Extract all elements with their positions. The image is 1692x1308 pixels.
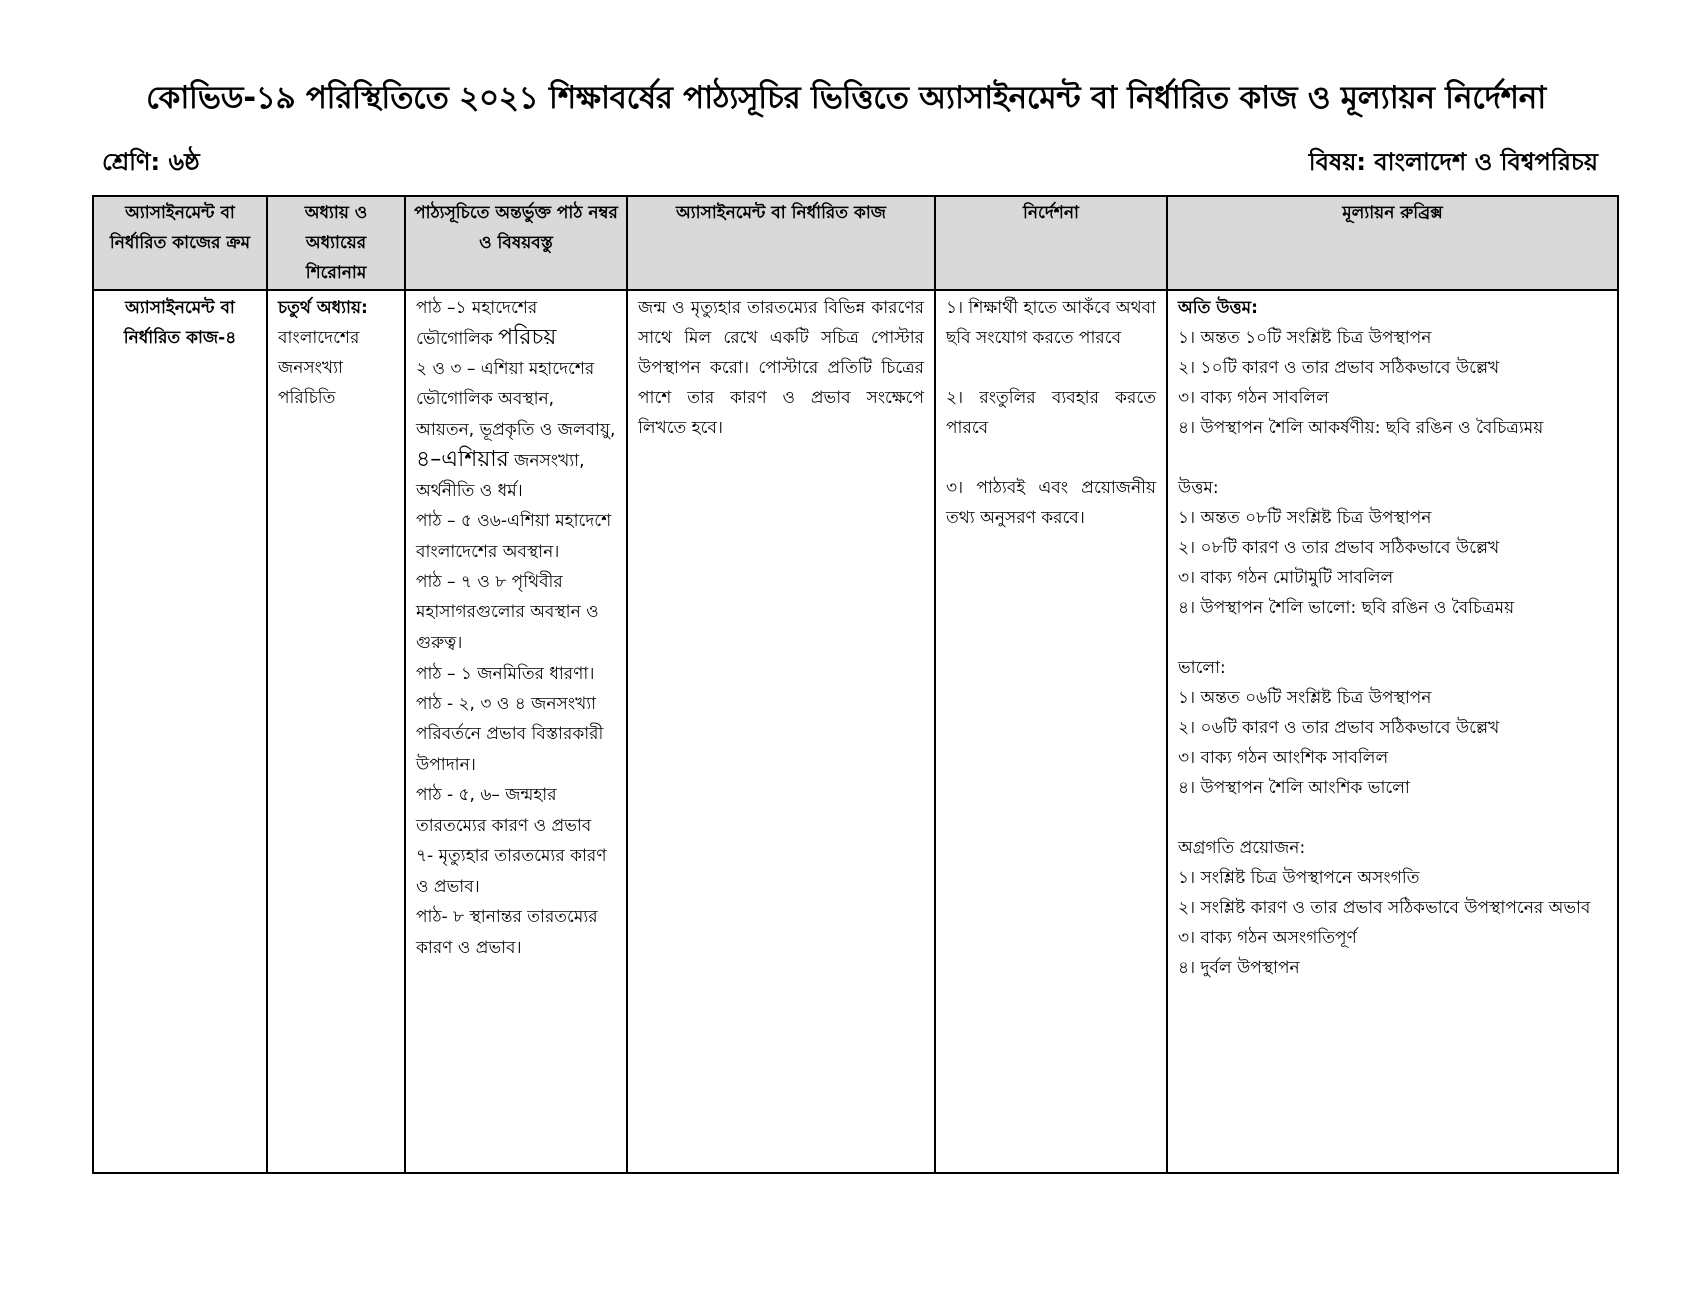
rubric-item: ২। ০৬টি কারণ ও তার প্রভাব সঠিকভাবে উল্লেখ — [1178, 718, 1500, 738]
lesson-item: ৭- মৃত্যুহার তারতম্যের কারণ ও প্রভাব। — [416, 846, 607, 897]
rubric-item: ২। সংশ্লিষ্ট কারণ ও তার প্রভাব সঠিকভাবে উপস্থাপনের অভাব — [1178, 898, 1591, 918]
rubric-item: ২। ১০টি কারণ ও তার প্রভাব সঠিকভাবে উল্লেখ — [1178, 358, 1500, 378]
lessons-cell — [405, 290, 627, 1173]
assignment-table — [92, 195, 1619, 1174]
lesson-item: পাঠ –১ মহাদেশের ভৌগোলিক পরিচয় — [416, 298, 557, 350]
lesson-item: পাঠ - ৫, ৬– জন্মহার তারতম্যের কারণ ও প্রভাব — [416, 785, 592, 836]
rubric-item: ১। অন্তত ১০টি সংশ্লিষ্ট চিত্র উপস্থাপন — [1178, 328, 1432, 348]
task-cell: জন্ম ও মৃত্যুহার তারতম্যের বিভিন্ন কারণের সাথে মিল রেখে একটি সচিত্র পোস্টার উপস্থাপন করো। পোস্টারে প্রতিটি চিত্রের পাশে তার কারণ ও প্রভাব সংক্ষেপে লিখতে হবে। — [627, 290, 935, 1173]
table-row — [93, 290, 1618, 1173]
chapter-title: বাংলাদেশের জনসংখ্যা পরিচিতি — [278, 328, 360, 408]
lesson-item: ৪–এশিয়ার জনসংখ্যা, অর্থনীতি ও ধর্ম। — [416, 447, 585, 501]
rubric-level-good: ভালো: — [1178, 658, 1226, 678]
rubric-item: ৪। উপস্থাপন শৈলি আংশিক ভালো — [1178, 778, 1410, 798]
instruction-item: ২। রংতুলির ব্যবহার করতে পারবে — [946, 388, 1156, 438]
assignment-number-cell: অ্যাসাইনমেন্ট বা নির্ধারিত কাজ-৪ — [93, 290, 267, 1173]
lesson-item: পাঠ- ৮ স্থানান্তর তারতম্যের কারণ ও প্রভাব। — [416, 907, 598, 958]
instruction-item: ১। শিক্ষার্থী হাতে আকঁবে অথবা ছবি সংযোগ করতে পারবে — [946, 298, 1156, 348]
rubric-item: ১। অন্তত ০৮টি সংশ্লিষ্ট চিত্র উপস্থাপন — [1178, 508, 1432, 528]
rubric-level-needs-improvement: অগ্রগতি প্রয়োজন: — [1178, 838, 1306, 858]
class-label: শ্রেণি: ৬ষ্ঠ — [102, 148, 200, 176]
header-instructions: নির্দেশনা — [935, 196, 1167, 290]
lesson-item: পাঠ – ৭ ও ৮ পৃথিবীর মহাসাগরগুলোর অবস্থান ও গুরুত্ব। — [416, 572, 599, 653]
rubric-item: ৩। বাক্য গঠন সাবলিল — [1178, 388, 1329, 408]
rubric-item: ৪। উপস্থাপন শৈলি আকর্ষণীয়: ছবি রঙিন ও বৈচিত্র্যময় — [1178, 418, 1544, 438]
rubric-item: ১। সংশ্লিষ্ট চিত্র উপস্থাপনে অসংগতি — [1178, 868, 1420, 888]
document-title: কোভিড-১৯ পরিস্থিতিতে ২০২১ শিক্ষাবর্ষের পাঠ্যসূচির ভিত্তিতে অ্যাসাইনমেন্ট বা নির্ধারিত কাজ ও মূল্যায়ন নির্দেশনা — [146, 80, 1546, 116]
header-assignment-order: অ্যাসাইনমেন্ট বা নির্ধারিত কাজের ক্রম — [93, 196, 267, 290]
header-chapter: অধ্যায় ও অধ্যায়ের শিরোনাম — [267, 196, 405, 290]
header-task: অ্যাসাইনমেন্ট বা নির্ধারিত কাজ — [627, 196, 935, 290]
rubric-item: ৩। বাক্য গঠন আংশিক সাবলিল — [1178, 748, 1389, 768]
lesson-item: পাঠ - ২, ৩ ও ৪ জনসংখ্যা পরিবর্তনে প্রভাব বিস্তারকারী উপাদান। — [416, 694, 604, 775]
instruction-item: ৩। পাঠ্যবই এবং প্রয়োজনীয় তথ্য অনুসরণ করবে। — [946, 478, 1156, 528]
rubric-item: ৪। উপস্থাপন শৈলি ভালো: ছবি রঙিন ও বৈচিত্রময় — [1178, 598, 1515, 618]
rubric-item: ৪। দুর্বল উপস্থাপন — [1178, 958, 1300, 978]
rubric-item: ২। ০৮টি কারণ ও তার প্রভাব সঠিকভাবে উল্লেখ — [1178, 538, 1500, 558]
header-rubric: মূল্যায়ন রুব্রিক্স — [1167, 196, 1618, 290]
lesson-item: পাঠ – ৫ ও৬-এশিয়া মহাদেশে বাংলাদেশের অবস্থান। — [416, 511, 612, 562]
instructions-cell — [935, 290, 1167, 1173]
header-lessons: পাঠ্যসূচিতে অন্তর্ভুক্ত পাঠ নম্বর ও বিষয়বস্তু — [405, 196, 627, 290]
chapter-cell — [267, 290, 405, 1173]
rubric-level-excellent: অতি উত্তম: — [1178, 298, 1258, 318]
rubric-cell — [1167, 290, 1618, 1173]
table-header-row — [93, 196, 1618, 290]
rubric-item: ৩। বাক্য গঠন মোটামুটি সাবলিল — [1178, 568, 1394, 588]
rubric-item: ৩। বাক্য গঠন অসংগতিপূর্ণ — [1178, 928, 1357, 948]
subject-label: বিষয়: বাংলাদেশ ও বিশ্বপরিচয় — [1308, 148, 1598, 176]
lesson-item: পাঠ – ১ জনমিতির ধারণা। — [416, 664, 595, 684]
rubric-level-very-good: উত্তম: — [1178, 478, 1219, 498]
rubric-item: ১। অন্তত ০৬টি সংশ্লিষ্ট চিত্র উপস্থাপন — [1178, 688, 1432, 708]
lesson-item: ২ ও ৩ – এশিয়া মহাদেশের ভৌগোলিক অবস্থান, আয়তন, ভূপ্রকৃতি ও জলবায়ু, — [416, 359, 616, 440]
chapter-label: চতুর্থ অধ্যায়: — [278, 298, 368, 318]
